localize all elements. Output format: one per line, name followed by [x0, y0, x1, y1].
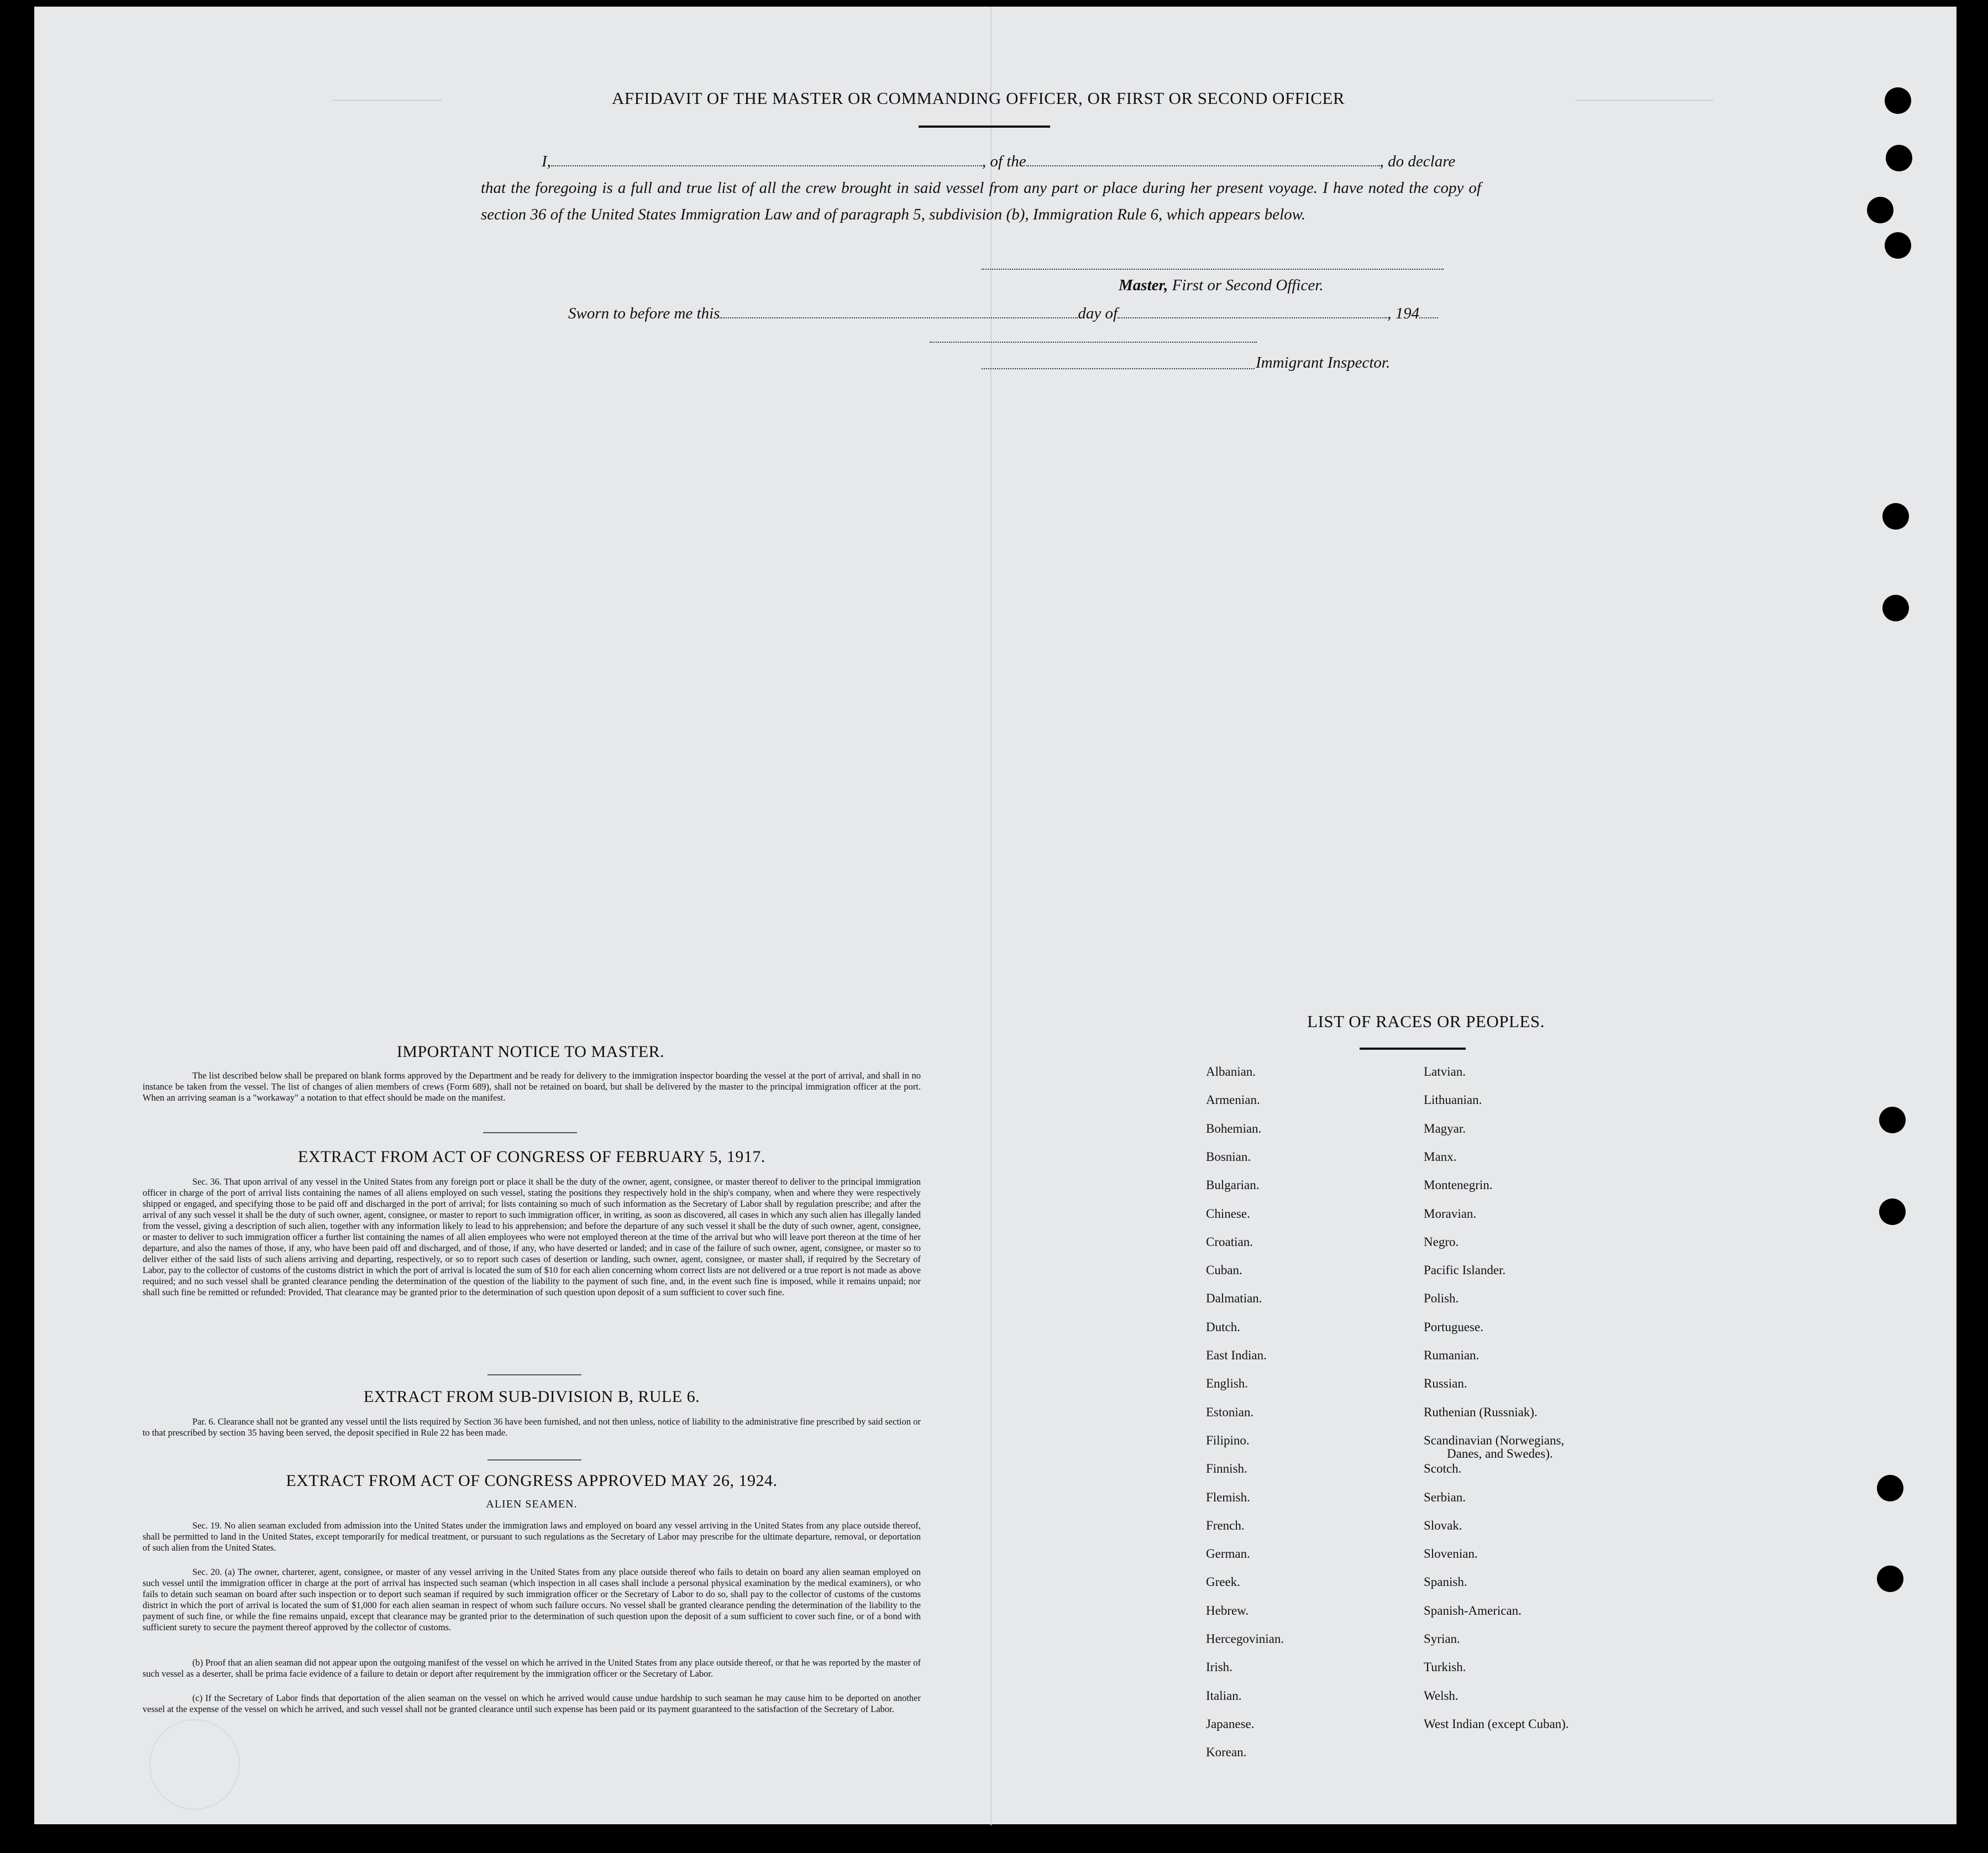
declaration-text: that the foregoing is a full and true list of all the crew brought in said vessel from any part or place during her present voyage. I have noted the copy of section 36 of the United States Immigration Law and of paragraph 5, subdivision (b), Immigration Rule 6, which appears below. — [481, 179, 1481, 223]
race-item: Bohemian. — [1206, 1121, 1262, 1135]
sworn-day-of: day of — [1078, 305, 1118, 322]
race-item: Irish. — [1206, 1660, 1232, 1674]
punch-hole — [1882, 503, 1909, 530]
declaration-paragraph — [481, 148, 1481, 228]
race-item: Finnish. — [1206, 1462, 1247, 1476]
sworn-day-blank[interactable] — [720, 303, 1078, 318]
race-item: Armenian. — [1206, 1093, 1260, 1107]
race-item: Scotch. — [1424, 1462, 1462, 1476]
race-item: West Indian (except Cuban). — [1424, 1716, 1569, 1731]
race-item: Chinese. — [1206, 1206, 1250, 1221]
punch-hole — [1885, 87, 1911, 114]
race-item: Spanish. — [1424, 1575, 1467, 1589]
extract-1924-title: EXTRACT FROM ACT OF CONGRESS APPROVED MAY 26, 1924. — [286, 1472, 778, 1490]
race-item: Cuban. — [1206, 1263, 1242, 1278]
race-item: Polish. — [1424, 1291, 1459, 1306]
race-item: Lithuanian. — [1424, 1093, 1482, 1107]
page-fold — [990, 7, 992, 1825]
sworn-month-blank[interactable] — [1118, 303, 1387, 318]
section-divider — [487, 1374, 581, 1375]
extract-1917-body: Sec. 36. That upon arrival of any vessel in the United States from any foreign port or place it shall be the duty of the owner, agent, consignee, or master thereof to deliver to the principal immigration officer in charge of the port of arrival lists containing the names of all aliens employed on such vessel, stating the positions they respectively hold in the ship's company, when and where they were respectively shipped or engaged, and specifying those to be paid off and discharged in the port of arrival; for lists containing so much of such information as the Secretary of Labor shall by regulation prescribe; and after the arrival of any such vessel it shall be the duty of such owner, agent, consignee, or master to report to such immigration officer, in writing, as soon as discovered, all cases in which any such alien has illegally landed from the vessel, giving a description of such alien, together with any information likely to lead to his apprehension; and before the departure of any such vessel it shall be the duty of such owner, agent, consignee, or master to deliver to such immigration officer a further list containing the names of all alien employees who were not employed thereon at the time of the arrival but who will leave port thereon at the time of her departure, and also the names of those, if any, who have been paid off and discharged, and of those, if any, who have deserted or landed; and in case of the failure of such owner, agent, consignee, or master so to deliver either of the said lists of such aliens arriving and departing, respectively, or so to report such cases of desertion or landing, such owner, agent, consignee, or master shall, if required by the Secretary of Labor, pay to the collector of customs of the customs district in which the port of arrival is located the sum of $10 for each alien concerning whom correct lists are not delivered or a true report is not made as above required; and no such vessel shall be granted clearance pending the determination of the question of the liability to the payment of such fine, and, in the event such fine is imposed, while it remains unpaid; nor shall such fine be remitted or refunded: Provided, That clearance may be granted prior to the determination of such question upon deposit of a sum sufficient to cover such fine. — [143, 1176, 921, 1297]
scan-border-top — [0, 0, 1988, 7]
scan-border-bottom — [0, 1824, 1988, 1853]
race-item: Korean. — [1206, 1745, 1247, 1760]
scan-border-right — [1956, 0, 1988, 1853]
sworn-line — [568, 303, 1438, 323]
extract-1924-sec19: Sec. 19. No alien seaman excluded from admission into the United States under the immigration laws and employed on board any vessel arriving in the United States from any place outside thereof, shall be permitted to land in the United States, except temporarily for medical treatment, or pursuant to such regulations as the Secretary of Labor may prescribe for the ultimate departure, removal, or deportation of such alien from the United States. — [143, 1520, 921, 1553]
race-item: Magyar. — [1424, 1121, 1466, 1135]
punch-hole — [1886, 145, 1912, 171]
race-item: Dutch. — [1206, 1320, 1240, 1334]
punch-hole — [1885, 232, 1911, 259]
notice-title: IMPORTANT NOTICE TO MASTER. — [396, 1043, 665, 1061]
race-item: Japanese. — [1206, 1716, 1255, 1731]
declaration-i: I, — [542, 153, 551, 170]
races-title: LIST OF RACES OR PEOPLES. — [1307, 1012, 1545, 1031]
master-label-bold: Master, — [1119, 276, 1168, 294]
master-signature-line[interactable] — [982, 269, 1444, 270]
sworn-year-blank[interactable] — [1419, 303, 1438, 318]
race-item: Flemish. — [1206, 1490, 1250, 1504]
notice-body: The list described below shall be prepared on blank forms approved by the Department and be ready for delivery to the immigration inspector boarding the vessel at the port of arrival, and shall in no instance be taken from the vessel. The list of changes of alien members of crews (Form 689), shall not be retained on board, but shall be delivered by the master to the principal immigration officer at the port. When an arriving seaman is a "workaway" a notation to that effect should be made on the manifest. — [143, 1070, 921, 1103]
race-item: Spanish-American. — [1424, 1603, 1522, 1618]
master-signature-label — [1119, 276, 1324, 295]
race-item: German. — [1206, 1547, 1250, 1561]
sworn-year: , 194 — [1387, 305, 1420, 322]
section-divider — [487, 1459, 581, 1461]
race-item: Serbian. — [1424, 1490, 1466, 1504]
race-item: Dalmatian. — [1206, 1291, 1262, 1306]
punch-hole — [1879, 1198, 1906, 1225]
punch-hole — [1877, 1475, 1903, 1501]
bleed-through-mark — [332, 83, 442, 101]
races-title-underline — [1360, 1048, 1466, 1050]
race-item: Bosnian. — [1206, 1149, 1251, 1164]
punch-hole — [1882, 595, 1909, 621]
race-item: English. — [1206, 1376, 1249, 1391]
race-item: Pacific Islander. — [1424, 1263, 1506, 1278]
extract-1924-sec20c: (c) If the Secretary of Labor finds that deportation of the alien seaman on the vessel on which he arrived would cause undue hardship to such seaman he may cause him to be deported on another vessel at the expense of the vessel on which he arrived, and such vessel shall not be granted clearance until such expense has been paid or its payment guaranteed to the satisfaction of the Secretary of Labor. — [143, 1693, 921, 1714]
declaration-of-the: , of the — [982, 153, 1026, 170]
race-item: Welsh. — [1424, 1688, 1459, 1703]
race-item: Bulgarian. — [1206, 1178, 1260, 1192]
extract-1924-subtitle: ALIEN SEAMEN. — [486, 1498, 578, 1510]
sworn-prefix: Sworn to before me this — [568, 305, 720, 322]
race-item: Albanian. — [1206, 1065, 1256, 1079]
punch-hole — [1879, 1107, 1906, 1133]
scan-border-left — [0, 0, 34, 1853]
inspector-signature-line[interactable] — [982, 368, 1255, 369]
extract-1924-sec20b: (b) Proof that an alien seaman did not appear upon the outgoing manifest of the vessel on which he arrived in the United States from any place outside thereof, or that he was reported by the master of such vessel as a deserter, shall be prima facie evidence of a failure to detain or deport after requirement by the immigration officer or the Secretary of Labor. — [143, 1657, 921, 1679]
races-right-column — [1424, 1065, 1683, 1783]
punch-hole — [1877, 1566, 1903, 1592]
affidavit-title: AFFIDAVIT OF THE MASTER OR COMMANDING OFFICER, OR FIRST OR SECOND OFFICER — [611, 88, 1345, 108]
race-item: East Indian. — [1206, 1348, 1267, 1362]
race-item: French. — [1206, 1518, 1245, 1532]
race-item: Filipino. — [1206, 1433, 1250, 1447]
race-item: Slovenian. — [1424, 1547, 1478, 1561]
race-item: Hercegovinian. — [1206, 1632, 1284, 1646]
extract-rule6-body: Par. 6. Clearance shall not be granted any vessel until the lists required by Section 36 have been furnished, and not then unless, notice of liability to the administrative fine prescribed by said section or to that prescribed by section 35 having been served, the deposit specified in Rule 22 has been made. — [143, 1416, 921, 1438]
extract-1917-title: EXTRACT FROM ACT OF CONGRESS OF FEBRUARY 5, 1917. — [298, 1148, 765, 1166]
vessel-blank[interactable] — [1026, 151, 1380, 166]
race-item: Slovak. — [1424, 1518, 1462, 1532]
extract-rule6-title: EXTRACT FROM SUB-DIVISION B, RULE 6. — [363, 1388, 700, 1406]
race-item: Hebrew. — [1206, 1603, 1249, 1618]
punch-hole — [1867, 197, 1893, 223]
race-item: Scandinavian (Norwegians, — [1424, 1433, 1565, 1447]
race-item: Turkish. — [1424, 1660, 1466, 1674]
faint-seal-stamp — [149, 1719, 240, 1810]
master-label-rest: First or Second Officer. — [1168, 276, 1324, 294]
race-item: Italian. — [1206, 1688, 1242, 1703]
race-item: Latvian. — [1424, 1065, 1466, 1079]
race-item: Danes, and Swedes). — [1447, 1446, 1553, 1461]
race-item: Syrian. — [1424, 1632, 1460, 1646]
extract-1924-sec20a: Sec. 20. (a) The owner, charterer, agent, consignee, or master of any vessel arriving in the United States from any place outside thereof who fails to detain on board any alien seaman employed on such vessel until the immigration officer in charge at the port of arrival has inspected such seaman (which inspection in all cases shall include a personal physical examination by the medical examiners), or who fails to detain such seaman on board after such inspection or to deport such seaman if required by such immigration officer or the Secretary of Labor to do so, shall pay to the collector of customs of the customs district in which the port of arrival is located the sum of $1,000 for each alien seaman in respect of whom such failure occurs. No vessel shall be granted clearance pending the determination of the liability to the payment of such fine, or while the fine remains unpaid, except that clearance may be granted prior to the determination of such question upon the deposit of a sum sufficient to cover such fine, or of a bond with sufficient surety to secure the payment thereof approved by the collector of customs. — [143, 1567, 921, 1632]
race-item: Manx. — [1424, 1149, 1457, 1164]
race-item: Estonian. — [1206, 1405, 1254, 1419]
section-divider — [483, 1132, 577, 1133]
name-blank[interactable] — [551, 151, 982, 166]
declaration-do-declare: , do declare — [1379, 153, 1456, 170]
race-item: Moravian. — [1424, 1206, 1477, 1221]
race-item: Portuguese. — [1424, 1320, 1483, 1334]
bleed-through-mark — [1575, 83, 1713, 101]
inspector-extra-line[interactable] — [930, 342, 1257, 343]
race-item: Ruthenian (Russniak). — [1424, 1405, 1538, 1419]
title-underline — [919, 125, 1050, 128]
declaration-line-1 — [481, 148, 1481, 175]
race-item: Rumanian. — [1424, 1348, 1480, 1362]
race-item: Negro. — [1424, 1234, 1459, 1249]
race-item: Greek. — [1206, 1575, 1240, 1589]
races-left-column — [1206, 1065, 1405, 1783]
race-item: Russian. — [1424, 1376, 1467, 1391]
race-item: Montenegrin. — [1424, 1178, 1493, 1192]
race-item: Croatian. — [1206, 1234, 1253, 1249]
inspector-label: Immigrant Inspector. — [1256, 354, 1391, 371]
